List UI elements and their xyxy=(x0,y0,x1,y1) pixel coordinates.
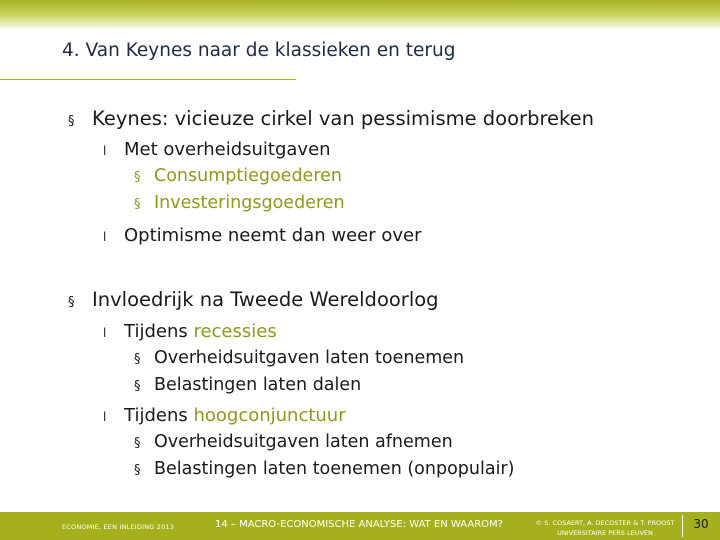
dot-bullet-icon: l xyxy=(103,230,107,244)
footer-authors: © S. COSAERT, A. DECOSTER & T. PROOST xyxy=(535,519,675,527)
square-bullet-icon: § xyxy=(134,352,141,367)
bullet-level3 xyxy=(134,166,342,186)
footer-divider xyxy=(682,515,683,537)
bullet-text: Met overheidsuitgaven xyxy=(124,139,331,160)
bullet-level3 xyxy=(134,193,345,213)
square-bullet-icon: § xyxy=(134,379,141,394)
bullet-text: Investeringsgoederen xyxy=(154,193,345,213)
bullet-level2 xyxy=(103,139,331,160)
bullet-level2 xyxy=(103,225,422,246)
bullet-level1 xyxy=(68,288,439,311)
page-number: 30 xyxy=(693,517,709,531)
bullet-prefix: Tijdens xyxy=(124,405,194,426)
bullet-text: Consumptiegoederen xyxy=(154,166,342,186)
highlight-term: recessies xyxy=(193,321,277,342)
dot-bullet-icon: l xyxy=(103,326,107,340)
bullet-text xyxy=(124,321,277,342)
bullet-level2 xyxy=(103,321,277,342)
highlight-term: hoogconjunctuur xyxy=(193,405,346,426)
dot-bullet-icon: l xyxy=(103,410,107,424)
square-bullet-icon: § xyxy=(134,170,141,185)
bullet-text: Belastingen laten dalen xyxy=(154,375,362,395)
bullet-level3 xyxy=(134,432,453,452)
square-bullet-icon: § xyxy=(68,114,75,129)
bullet-text: Overheidsuitgaven laten toenemen xyxy=(154,348,465,368)
slide-title: 4. Van Keynes naar de klassieken en terug xyxy=(62,40,456,61)
footer-credit xyxy=(530,518,680,538)
bullet-level2 xyxy=(103,405,346,426)
footer-book-title: ECONOMIE, EEN INLEIDING 2013 xyxy=(62,523,175,531)
bullet-prefix: Tijdens xyxy=(124,321,194,342)
top-gradient-band xyxy=(0,0,720,30)
bullet-level3 xyxy=(134,348,465,368)
bullet-text: Keynes: vicieuze cirkel van pessimisme doorbreken xyxy=(92,107,594,130)
title-underline xyxy=(0,79,296,80)
square-bullet-icon: § xyxy=(134,436,141,451)
bullet-level1 xyxy=(68,107,594,130)
footer-publisher: UNIVERSITAIRE PERS LEUVEN xyxy=(557,529,653,537)
bullet-level3 xyxy=(134,375,362,395)
bullet-text: Invloedrijk na Tweede Wereldoorlog xyxy=(92,288,439,311)
square-bullet-icon: § xyxy=(68,295,75,310)
bullet-text: Optimisme neemt dan weer over xyxy=(124,225,422,246)
dot-bullet-icon: l xyxy=(103,144,107,158)
bullet-text xyxy=(124,405,346,426)
bullet-level3 xyxy=(134,459,515,479)
bullet-text: Belastingen laten toenemen (onpopulair) xyxy=(154,459,515,479)
square-bullet-icon: § xyxy=(134,463,141,478)
bullet-text: Overheidsuitgaven laten afnemen xyxy=(154,432,453,452)
footer-chapter: 14 – MACRO-ECONOMISCHE ANALYSE: WAT EN WAAROM? xyxy=(215,519,503,530)
square-bullet-icon: § xyxy=(134,197,141,212)
